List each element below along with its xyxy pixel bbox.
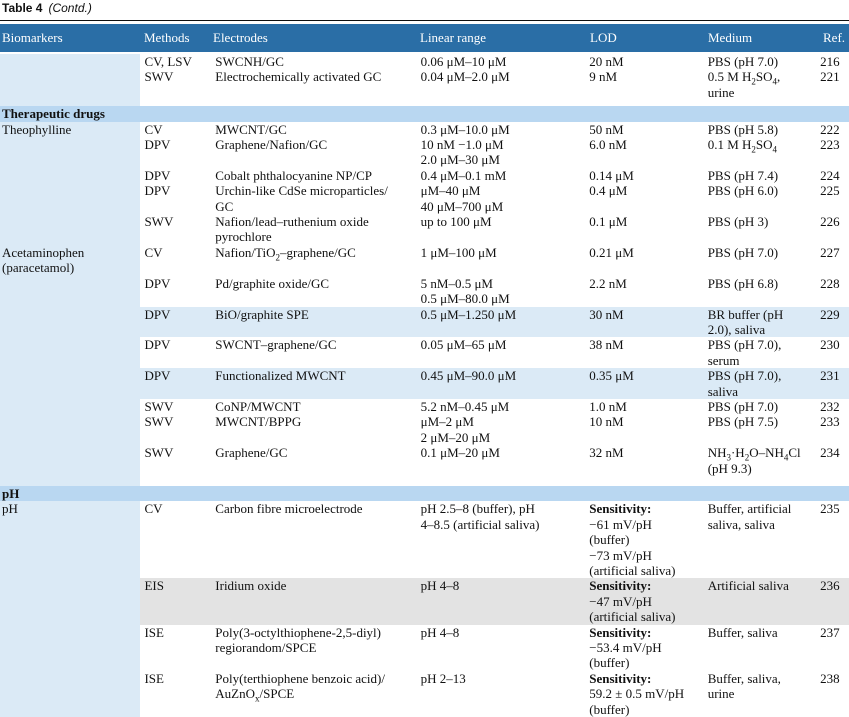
electrode-cell: Nafion/lead–ruthenium oxide pyrochlore: [215, 214, 369, 245]
lod-cell: 0.14 μM: [589, 167, 634, 183]
lod-cell: 38 nM: [589, 337, 624, 353]
table-row: [0, 337, 849, 368]
electrode-cell: SWCNT–graphene/GC: [215, 337, 337, 353]
table-row: [0, 368, 849, 399]
ref-cell: 225: [820, 183, 840, 199]
medium-cell: Artificial saliva: [708, 578, 820, 624]
lod-cell: Sensitivity: −61 mV/pH (buffer) −73 mV/pH (artificial saliva): [589, 501, 676, 578]
table-row: [0, 625, 849, 671]
medium-cell: PBS (pH 7.0): [707, 244, 779, 260]
method-cell: SWV: [144, 214, 174, 230]
electrode-cell: Graphene/Nafion/GC: [215, 137, 328, 153]
ref-cell: 228: [820, 275, 840, 291]
lod-cell: 0.4 μM: [589, 183, 628, 199]
lod-cell: Sensitivity: −47 mV/pH (artificial saliva): [589, 578, 707, 624]
lod-cell: 9 nM: [589, 69, 618, 85]
table-caption: [2, 0, 92, 20]
ref-cell: 229: [820, 307, 849, 338]
medium-cell: BR buffer (pH 2.0), saliva: [708, 307, 820, 338]
electrode-cell: Pd/graphite oxide/GC: [215, 275, 330, 291]
electrode-cell: Functionalized MWCNT: [215, 368, 420, 399]
method-cell: ISE: [144, 624, 164, 640]
section-row-therapeutic: [0, 106, 849, 121]
electrode-cell: Carbon fibre microelectrode: [215, 501, 363, 517]
medium-cell: 0.5 M $H_2SO_4$, urine: [707, 69, 781, 100]
ref-cell: 236: [820, 578, 849, 624]
ref-cell: 234: [820, 445, 840, 461]
medium-cell: PBS (pH 7.4): [707, 167, 779, 183]
electrode-cell: Cobalt phthalocyanine NP/CP: [215, 167, 372, 183]
medium-cell: PBS (pH 7.5): [707, 414, 779, 430]
method-cell: SWV: [144, 398, 174, 414]
method-cell: DPV: [140, 307, 215, 338]
header-linear-range: Linear range: [420, 30, 487, 45]
medium-cell: PBS (pH 3): [707, 214, 769, 230]
range-cell: 5 nM–0.5 μM 0.5 μM–80.0 μM: [420, 275, 510, 307]
table-row: [0, 137, 849, 168]
table-row: [0, 671, 849, 717]
range-cell: 0.05 μM–65 μM: [420, 337, 507, 353]
biomarker-cell: pH: [0, 501, 140, 578]
medium-cell: PBS (pH 7.0), serum: [707, 337, 782, 368]
lod-cell: 0.35 μM: [589, 368, 707, 399]
table-row: [0, 183, 849, 214]
method-cell: SWV: [144, 69, 174, 85]
ref-cell: 233: [820, 414, 840, 430]
section-title: Therapeutic drugs: [0, 106, 849, 121]
method-cell: CV, LSV: [144, 54, 192, 69]
table-header: [0, 24, 849, 52]
method-cell: DPV: [144, 137, 171, 153]
table-row: [0, 168, 849, 183]
header-lod: LOD: [590, 30, 617, 45]
medium-cell: PBS (pH 7.0): [707, 398, 779, 414]
method-cell: EIS: [140, 578, 215, 624]
range-cell: pH 2–13: [420, 670, 466, 686]
section-row-ph: [0, 486, 849, 501]
range-cell: pH 4–8: [421, 578, 590, 624]
method-cell: DPV: [144, 167, 171, 183]
method-cell: CV: [144, 501, 163, 517]
method-cell: CV: [144, 121, 163, 137]
method-cell: SWV: [144, 445, 174, 461]
electrode-cell: BiO/graphite SPE: [215, 307, 420, 338]
medium-cell: Buffer, saliva, urine: [707, 670, 781, 702]
range-cell: 5.2 nM–0.45 μM: [420, 398, 510, 414]
lod-cell: 0.1 μM: [589, 214, 628, 230]
ref-cell: 230: [820, 337, 840, 353]
lod-cell: 30 nM: [589, 307, 707, 338]
table-row: [0, 214, 849, 245]
electrode-cell: Poly(3-octylthiophene-2,5-diyl) regiorandom/SPCE: [215, 624, 381, 656]
table-row: [0, 276, 849, 307]
ref-cell: 231: [820, 368, 849, 399]
range-cell: 0.04 μM–2.0 μM: [420, 69, 510, 85]
table-row: [0, 399, 849, 414]
lod-cell: 10 nM: [589, 414, 624, 430]
electrode-cell: Electrochemically activated GC: [215, 69, 382, 85]
electrode-cell: Nafion/TiO$_2$–graphene/GC: [215, 244, 356, 263]
lod-cell: 32 nM: [589, 445, 624, 461]
range-cell: pH 2.5–8 (buffer), pH 4–8.5 (artificial saliva): [420, 501, 540, 532]
table-row: [0, 245, 849, 276]
electrode-cell: SWCNH/GC: [215, 54, 284, 69]
range-cell: 0.3 μM–10.0 μM: [420, 121, 510, 137]
lod-cell: 20 nM: [589, 54, 624, 69]
table-continued-note: (Contd.): [48, 1, 92, 15]
table-row: [0, 307, 849, 338]
electrode-cell: MWCNT/BPPG: [215, 414, 302, 430]
table-row: [0, 501, 849, 578]
electrode-cell: Poly(terthiophene benzoic acid)/ AuZnO$_x$/SPCE: [215, 670, 385, 704]
electrode-cell: Urchin-like CdSe microparticles/ GC: [215, 183, 388, 214]
lod-cell: Sensitivity: −53.4 mV/pH (buffer): [589, 624, 662, 671]
table-row: [0, 578, 849, 624]
header-methods: Methods: [144, 30, 190, 45]
data-table: [0, 54, 849, 717]
range-cell: 0.06 μM–10 μM: [420, 54, 507, 69]
range-cell: 10 nM −1.0 μM 2.0 μM–30 μM: [420, 137, 504, 168]
range-cell: 0.4 μM–0.1 mM: [420, 167, 507, 183]
method-cell: DPV: [144, 337, 171, 353]
ref-cell: 224: [820, 167, 840, 183]
range-cell: 0.1 μM–20 μM: [420, 445, 500, 461]
medium-cell: Buffer, artificial saliva, saliva: [707, 501, 792, 532]
medium-cell: $NH_3\cdot H_2O-NH_4Cl$ (pH 9.3): [707, 445, 801, 476]
range-cell: 0.5 μM–1.250 μM: [421, 307, 590, 338]
header-biomarkers: Biomarkers: [2, 30, 63, 45]
table-row: [0, 122, 849, 137]
method-cell: CV: [144, 244, 163, 260]
ref-cell: 221: [820, 69, 840, 85]
ref-cell: 235: [820, 501, 840, 517]
ref-cell: 237: [820, 624, 840, 640]
electrode-cell: Graphene/GC: [215, 445, 288, 461]
medium-cell: PBS (pH 6.0): [707, 183, 779, 199]
medium-cell: PBS (pH 5.8): [707, 121, 779, 137]
medium-cell: Buffer, saliva: [707, 624, 778, 640]
lod-cell: 1.0 nM: [589, 398, 627, 414]
table-row: [0, 445, 849, 476]
table-row: [0, 414, 849, 445]
medium-cell: PBS (pH 7.0), saliva: [708, 368, 820, 399]
lod-cell: 0.21 μM: [589, 244, 634, 260]
medium-cell: PBS (pH 7.0): [707, 54, 779, 69]
method-cell: ISE: [144, 670, 164, 686]
method-cell: DPV: [144, 275, 171, 291]
header-medium: Medium: [708, 30, 753, 45]
ref-cell: 223: [820, 137, 840, 153]
lod-cell: Sensitivity: 59.2 ± 0.5 mV/pH (buffer): [589, 670, 685, 717]
range-cell: up to 100 μM: [420, 214, 492, 230]
table-row: [0, 54, 849, 69]
lod-cell: 2.2 nM: [589, 275, 627, 291]
table-label: Table 4: [2, 1, 43, 15]
biomarker-cell: Acetaminophen (paracetamol): [0, 245, 140, 276]
lod-cell: 50 nM: [589, 121, 624, 137]
header-electrodes: Electrodes: [213, 30, 268, 45]
range-cell: 0.45 μM–90.0 μM: [421, 368, 590, 399]
method-cell: SWV: [144, 414, 174, 430]
lod-cell: 6.0 nM: [589, 137, 627, 153]
biomarker-cell: Theophylline: [0, 122, 140, 137]
medium-cell: 0.1 M $H_2SO_4$: [707, 137, 778, 155]
method-cell: DPV: [144, 183, 171, 199]
header-ref: Ref.: [823, 30, 846, 45]
electrode-cell: CoNP/MWCNT: [215, 398, 301, 414]
range-cell: μM–40 μM 40 μM–700 μM: [420, 183, 504, 214]
ref-cell: 216: [820, 54, 840, 69]
table-row: [0, 69, 849, 100]
ref-cell: 222: [820, 121, 840, 137]
range-cell: 1 μM–100 μM: [420, 244, 497, 260]
ref-cell: 226: [820, 214, 840, 230]
ref-cell: 238: [820, 670, 840, 686]
section-title: pH: [0, 486, 849, 501]
method-cell: DPV: [140, 368, 215, 399]
ref-cell: 232: [820, 398, 840, 414]
range-cell: μM–2 μM 2 μM–20 μM: [420, 414, 491, 445]
electrode-cell: Iridium oxide: [215, 578, 420, 624]
ref-cell: 227: [820, 244, 840, 260]
top-rule: [0, 20, 849, 21]
range-cell: pH 4–8: [420, 624, 460, 640]
electrode-cell: MWCNT/GC: [215, 121, 287, 137]
medium-cell: PBS (pH 6.8): [707, 275, 779, 291]
